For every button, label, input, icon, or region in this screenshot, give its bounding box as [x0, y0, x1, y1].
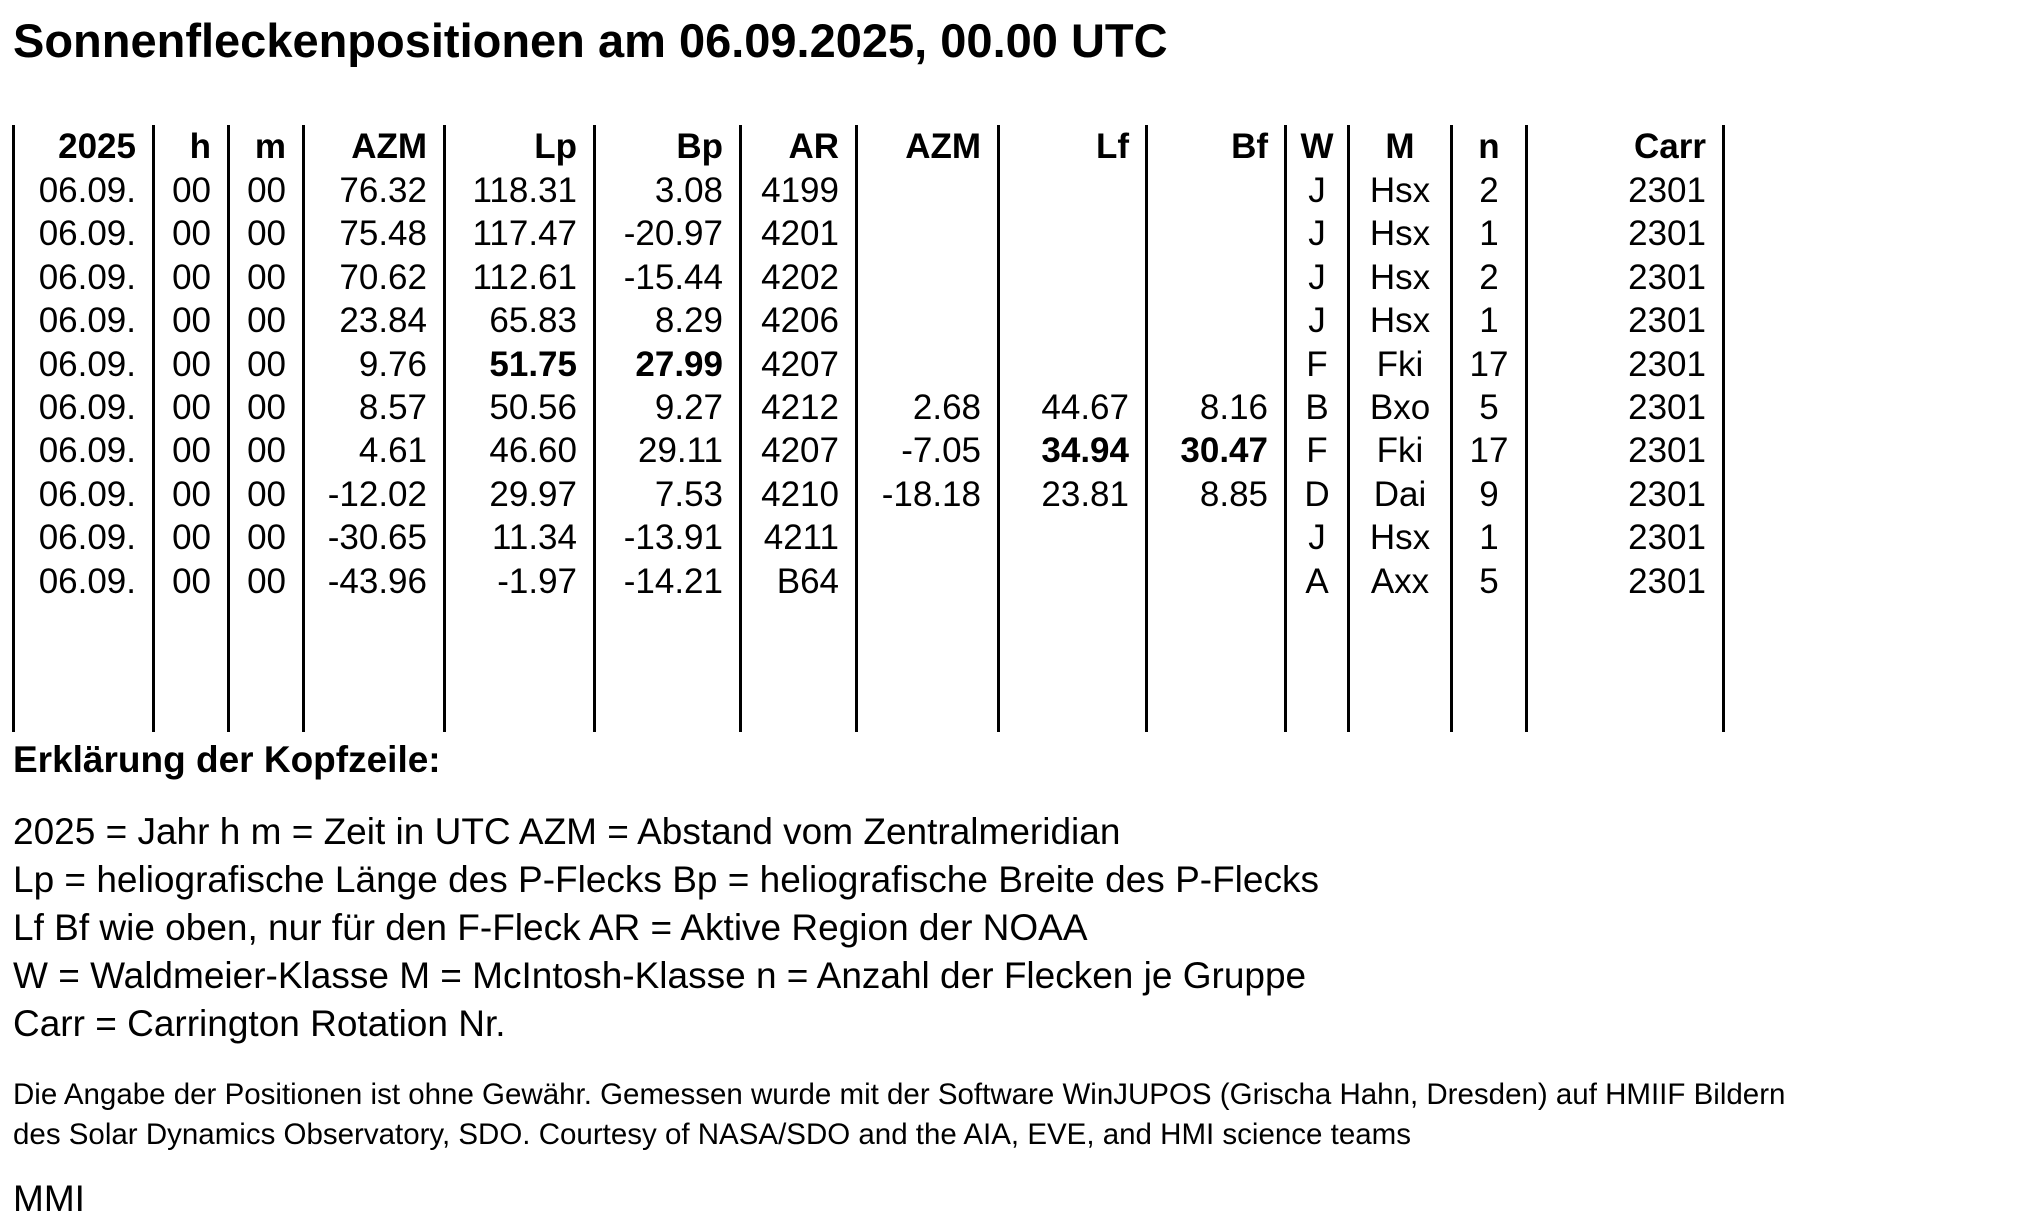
table-row — [14, 212, 1724, 255]
cell-azm-f: -7.05 — [857, 429, 999, 472]
cell-carrington: 2301 — [1527, 343, 1724, 386]
cell-lp: 50.56 — [445, 386, 595, 429]
col-header-year: 2025 — [14, 125, 154, 169]
cell-hour: 00 — [154, 343, 229, 386]
cell-minute: 00 — [229, 169, 304, 212]
cell-mcintosh: Hsx — [1349, 516, 1452, 559]
cell-carrington: 2301 — [1527, 169, 1724, 212]
cell-lp: 117.47 — [445, 212, 595, 255]
cell-count: 2 — [1452, 169, 1527, 212]
cell-lp: -1.97 — [445, 560, 595, 603]
col-header-bf: Bf — [1147, 125, 1286, 169]
cell-lf: 23.81 — [999, 473, 1147, 516]
cell-waldmeier: A — [1286, 560, 1349, 603]
cell-azm-f — [857, 169, 999, 212]
cell-minute: 00 — [229, 560, 304, 603]
cell-waldmeier: J — [1286, 299, 1349, 342]
signature: MMI — [13, 1178, 85, 1219]
filler-cell — [595, 603, 741, 732]
filler-cell — [154, 603, 229, 732]
cell-lp: 65.83 — [445, 299, 595, 342]
legend-line: Carr = Carrington Rotation Nr. — [13, 1003, 506, 1044]
table-row — [14, 343, 1724, 386]
cell-date: 06.09. — [14, 343, 154, 386]
cell-bf: 30.47 — [1147, 429, 1286, 472]
cell-lf — [999, 169, 1147, 212]
cell-waldmeier: J — [1286, 212, 1349, 255]
cell-mcintosh: Fki — [1349, 429, 1452, 472]
cell-azm-f — [857, 560, 999, 603]
filler-cell — [741, 603, 857, 732]
table-row — [14, 386, 1724, 429]
col-header-mcintosh: M — [1349, 125, 1452, 169]
cell-carrington: 2301 — [1527, 299, 1724, 342]
col-header-azm-f: AZM — [857, 125, 999, 169]
cell-mcintosh: Dai — [1349, 473, 1452, 516]
cell-carrington: 2301 — [1527, 473, 1724, 516]
cell-lf — [999, 256, 1147, 299]
disclaimer-line: des Solar Dynamics Observatory, SDO. Courtesy of NASA/SDO and the AIA, EVE, and HMI science teams — [13, 1118, 1411, 1151]
cell-ar: 4210 — [741, 473, 857, 516]
cell-waldmeier: F — [1286, 429, 1349, 472]
cell-bf — [1147, 343, 1286, 386]
legend-block — [13, 808, 1319, 1048]
cell-bp: -20.97 — [595, 212, 741, 255]
table-row — [14, 169, 1724, 212]
cell-bf — [1147, 169, 1286, 212]
cell-date: 06.09. — [14, 212, 154, 255]
legend-line: W = Waldmeier-Klasse M = McIntosh-Klasse n = Anzahl der Flecken je Gruppe — [13, 955, 1307, 996]
cell-count: 17 — [1452, 343, 1527, 386]
cell-azm-f — [857, 256, 999, 299]
cell-ar: 4206 — [741, 299, 857, 342]
cell-waldmeier: D — [1286, 473, 1349, 516]
cell-carrington: 2301 — [1527, 386, 1724, 429]
cell-date: 06.09. — [14, 560, 154, 603]
cell-date: 06.09. — [14, 169, 154, 212]
legend-line: 2025 = Jahr h m = Zeit in UTC AZM = Abstand vom Zentralmeridian — [13, 811, 1121, 852]
cell-minute: 00 — [229, 212, 304, 255]
cell-carrington: 2301 — [1527, 429, 1724, 472]
cell-mcintosh: Axx — [1349, 560, 1452, 603]
cell-lf — [999, 212, 1147, 255]
col-header-hour: h — [154, 125, 229, 169]
cell-minute: 00 — [229, 256, 304, 299]
filler-cell — [445, 603, 595, 732]
cell-azm-f — [857, 299, 999, 342]
cell-hour: 00 — [154, 516, 229, 559]
cell-hour: 00 — [154, 386, 229, 429]
cell-bp: 8.29 — [595, 299, 741, 342]
cell-bp: -13.91 — [595, 516, 741, 559]
filler-cell — [1452, 603, 1527, 732]
cell-carrington: 2301 — [1527, 256, 1724, 299]
cell-bp: -14.21 — [595, 560, 741, 603]
cell-count: 1 — [1452, 299, 1527, 342]
cell-azm-p: 76.32 — [304, 169, 445, 212]
cell-ar: 4211 — [741, 516, 857, 559]
filler-cell — [229, 603, 304, 732]
cell-mcintosh: Hsx — [1349, 299, 1452, 342]
cell-bp: 29.11 — [595, 429, 741, 472]
cell-count: 2 — [1452, 256, 1527, 299]
cell-azm-f — [857, 212, 999, 255]
cell-minute: 00 — [229, 343, 304, 386]
cell-bp: 27.99 — [595, 343, 741, 386]
cell-hour: 00 — [154, 256, 229, 299]
cell-azm-p: 8.57 — [304, 386, 445, 429]
cell-lp: 118.31 — [445, 169, 595, 212]
filler-cell — [1286, 603, 1349, 732]
cell-bp: -15.44 — [595, 256, 741, 299]
cell-hour: 00 — [154, 212, 229, 255]
table-row — [14, 429, 1724, 472]
legend-line: Lp = heliografische Länge des P-Flecks Bp = heliografische Breite des P-Flecks — [13, 859, 1319, 900]
cell-mcintosh: Bxo — [1349, 386, 1452, 429]
legend-title: Erklärung der Kopfzeile: — [13, 739, 441, 780]
cell-carrington: 2301 — [1527, 560, 1724, 603]
table-header-row — [14, 125, 1724, 169]
cell-count: 5 — [1452, 560, 1527, 603]
cell-lf — [999, 560, 1147, 603]
cell-bf: 8.16 — [1147, 386, 1286, 429]
cell-mcintosh: Hsx — [1349, 212, 1452, 255]
cell-lf: 34.94 — [999, 429, 1147, 472]
cell-date: 06.09. — [14, 473, 154, 516]
cell-date: 06.09. — [14, 299, 154, 342]
cell-date: 06.09. — [14, 256, 154, 299]
cell-lf — [999, 299, 1147, 342]
cell-bf — [1147, 212, 1286, 255]
cell-waldmeier: J — [1286, 169, 1349, 212]
cell-bp: 9.27 — [595, 386, 741, 429]
sunspot-table-container — [12, 125, 1722, 732]
cell-azm-p: -12.02 — [304, 473, 445, 516]
cell-lp: 51.75 — [445, 343, 595, 386]
cell-ar: 4212 — [741, 386, 857, 429]
cell-lf: 44.67 — [999, 386, 1147, 429]
cell-hour: 00 — [154, 169, 229, 212]
cell-ar: 4202 — [741, 256, 857, 299]
filler-cell — [1527, 603, 1724, 732]
cell-date: 06.09. — [14, 429, 154, 472]
cell-waldmeier: J — [1286, 516, 1349, 559]
cell-waldmeier: J — [1286, 256, 1349, 299]
cell-date: 06.09. — [14, 386, 154, 429]
col-header-count: n — [1452, 125, 1527, 169]
cell-lp: 112.61 — [445, 256, 595, 299]
col-header-lf: Lf — [999, 125, 1147, 169]
cell-bp: 3.08 — [595, 169, 741, 212]
cell-carrington: 2301 — [1527, 212, 1724, 255]
cell-count: 1 — [1452, 516, 1527, 559]
filler-cell — [1349, 603, 1452, 732]
cell-waldmeier: F — [1286, 343, 1349, 386]
cell-minute: 00 — [229, 429, 304, 472]
cell-hour: 00 — [154, 560, 229, 603]
cell-azm-p: -30.65 — [304, 516, 445, 559]
legend-line: Lf Bf wie oben, nur für den F-Fleck AR = Aktive Region der NOAA — [13, 907, 1088, 948]
cell-lf — [999, 343, 1147, 386]
cell-bp: 7.53 — [595, 473, 741, 516]
cell-azm-p: 70.62 — [304, 256, 445, 299]
col-header-ar: AR — [741, 125, 857, 169]
cell-azm-f — [857, 516, 999, 559]
cell-waldmeier: B — [1286, 386, 1349, 429]
cell-azm-f — [857, 343, 999, 386]
cell-bf — [1147, 516, 1286, 559]
table-row — [14, 299, 1724, 342]
cell-ar: B64 — [741, 560, 857, 603]
cell-minute: 00 — [229, 299, 304, 342]
table-row — [14, 473, 1724, 516]
table-row — [14, 256, 1724, 299]
cell-hour: 00 — [154, 299, 229, 342]
cell-bf — [1147, 299, 1286, 342]
cell-count: 1 — [1452, 212, 1527, 255]
cell-count: 9 — [1452, 473, 1527, 516]
table-row — [14, 560, 1724, 603]
disclaimer — [13, 1075, 1785, 1155]
cell-ar: 4207 — [741, 429, 857, 472]
cell-azm-p: 4.61 — [304, 429, 445, 472]
col-header-carrington: Carr — [1527, 125, 1724, 169]
cell-mcintosh: Hsx — [1349, 256, 1452, 299]
col-header-waldmeier: W — [1286, 125, 1349, 169]
disclaimer-line: Die Angabe der Positionen ist ohne Gewähr. Gemessen wurde mit der Software WinJUPOS (Grischa Hahn, Dresden) auf HMIIF Bildern — [13, 1078, 1786, 1111]
cell-azm-p: 75.48 — [304, 212, 445, 255]
filler-cell — [999, 603, 1147, 732]
cell-hour: 00 — [154, 473, 229, 516]
table-filler-row — [14, 603, 1724, 732]
cell-ar: 4207 — [741, 343, 857, 386]
col-header-bp: Bp — [595, 125, 741, 169]
cell-date: 06.09. — [14, 516, 154, 559]
filler-cell — [304, 603, 445, 732]
cell-minute: 00 — [229, 386, 304, 429]
cell-lp: 11.34 — [445, 516, 595, 559]
sunspot-positions-table — [12, 125, 1725, 732]
cell-azm-p: 9.76 — [304, 343, 445, 386]
cell-lp: 29.97 — [445, 473, 595, 516]
cell-mcintosh: Fki — [1349, 343, 1452, 386]
cell-ar: 4201 — [741, 212, 857, 255]
cell-mcintosh: Hsx — [1349, 169, 1452, 212]
cell-lp: 46.60 — [445, 429, 595, 472]
cell-lf — [999, 516, 1147, 559]
col-header-lp: Lp — [445, 125, 595, 169]
cell-ar: 4199 — [741, 169, 857, 212]
cell-azm-f: 2.68 — [857, 386, 999, 429]
page-title: Sonnenfleckenpositionen am 06.09.2025, 00.00 UTC — [13, 14, 1168, 67]
table-body — [14, 169, 1724, 732]
table-row — [14, 516, 1724, 559]
cell-hour: 00 — [154, 429, 229, 472]
col-header-azm-p: AZM — [304, 125, 445, 169]
filler-cell — [857, 603, 999, 732]
cell-count: 5 — [1452, 386, 1527, 429]
cell-carrington: 2301 — [1527, 516, 1724, 559]
cell-azm-p: -43.96 — [304, 560, 445, 603]
cell-azm-f: -18.18 — [857, 473, 999, 516]
col-header-minute: m — [229, 125, 304, 169]
cell-azm-p: 23.84 — [304, 299, 445, 342]
filler-cell — [1147, 603, 1286, 732]
cell-minute: 00 — [229, 473, 304, 516]
cell-bf: 8.85 — [1147, 473, 1286, 516]
cell-minute: 00 — [229, 516, 304, 559]
cell-bf — [1147, 256, 1286, 299]
cell-bf — [1147, 560, 1286, 603]
cell-count: 17 — [1452, 429, 1527, 472]
filler-cell — [14, 603, 154, 732]
